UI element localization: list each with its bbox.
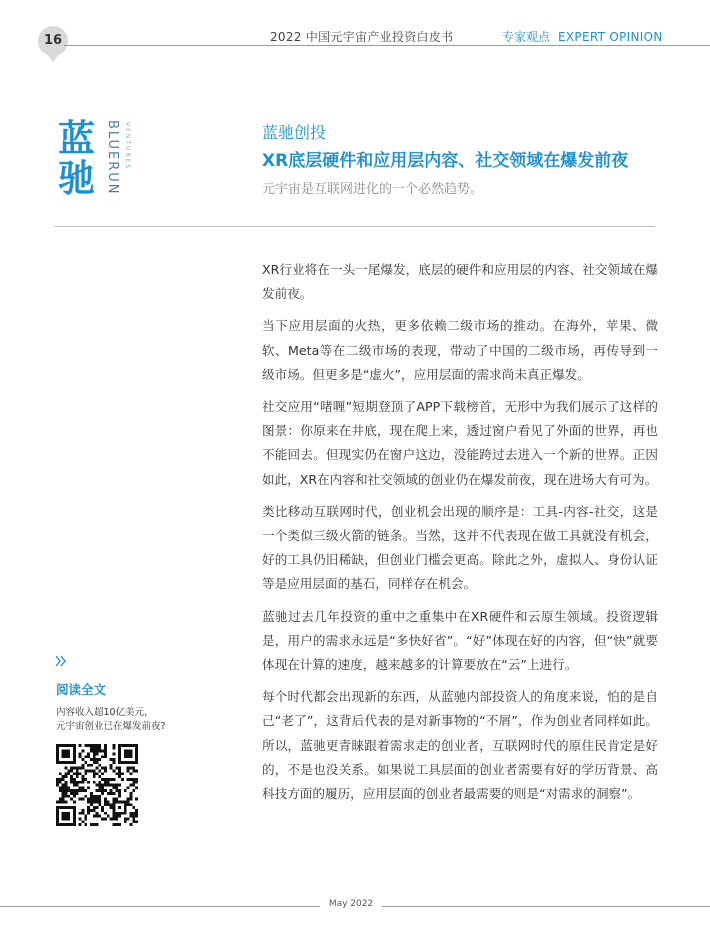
- paragraph: 蓝驰过去几年投资的重中之重集中在XR硬件和云原生领域。投资逻辑是，用户的需求永远是“多快好省”。“好”体现在好的内容，但“快”就要体现在计算的速度，越来越多的计算要放在“云”上进行。: [262, 608, 658, 673]
- section-tag: [502, 28, 663, 45]
- description-line-1: 内容收入超10亿美元，: [56, 707, 154, 718]
- read-full-link[interactable]: 阅读全文: [56, 682, 107, 697]
- description-line-2: 元宇宙创业已在爆发前夜?: [56, 721, 166, 732]
- paragraph: 每个时代都会出现新的东西，从蓝驰内部投资人的角度来说，怕的是自己“老了”，这背后代表的是对新事物的“不屑”，作为创业者同样如此。所以，蓝驰更青睐跟着需求走的创业者，互联网时代的原住民肯定是好的，不是也没关系。如果说工具层面的创业者需要有好的学历背景、高科技方面的履历，应用层面的创业者最需要的则是“对需求的洞察”。: [262, 689, 658, 802]
- paragraph: 类比移动互联网时代，创业机会出现的顺序是：工具-内容-社交，这是一个类似三级火箭的链条。当然，这并不代表现在做工具就没有机会，好的工具仍旧稀缺，但创业门槛会更高。除此之外，虚拟人、身份认证等是应用层面的基石，同样存在机会。: [262, 503, 658, 592]
- paragraph: 当下应用层面的火热，更多依赖二级市场的推动。在海外，苹果、微软、Meta等在二级市场的表现，带动了中国的二级市场，再传导到一级市场。但更多是“虚火”，应用层面的需求尚未真正爆发。: [262, 318, 658, 382]
- section-tag-en: EXPERT OPINION: [558, 30, 663, 44]
- read-full-description: [56, 706, 206, 734]
- article-subhead: 元宇宙是互联网进化的一个必然趋势。: [262, 182, 484, 197]
- bluerun-logo: [58, 118, 138, 208]
- article-headline: XR底层硬件和应用层内容、社交领域在爆发前夜: [262, 151, 629, 171]
- article-body: [262, 258, 658, 814]
- logo-cn-char-2: 驰: [58, 156, 95, 200]
- footer-rule-right: [382, 906, 710, 907]
- footer-date: May 2022: [328, 899, 374, 909]
- qr-code-icon[interactable]: [56, 744, 138, 826]
- footer-rule-left: [0, 906, 320, 907]
- header-rule: [64, 45, 710, 46]
- company-name: 蓝驰创投: [262, 123, 327, 142]
- document-title: 2022 中国元宇宙产业投资白皮书: [270, 30, 454, 44]
- logo-cn-char-1: 蓝: [58, 116, 95, 160]
- logo-chinese: [58, 118, 102, 198]
- section-tag-cn: 专家观点: [502, 30, 551, 44]
- page-number-badge: 16: [38, 26, 68, 56]
- page-badge-pointer: [46, 53, 60, 62]
- logo-english-sub: VENTURES: [124, 122, 131, 171]
- paragraph: 社交应用“啫喱”短期登顶了APP下载榜首，无形中为我们展示了这样的图景：你原来在井底，现在爬上来，透过窗户看见了外面的世界，再也不能回去。但现实仍在窗户这边，没能跨过去进入一个新的世界。正因如此，XR在内容和社交领域的创业仍在爆发前夜，现在进场大有可为。: [262, 399, 658, 487]
- double-chevron-right-icon: [54, 654, 68, 668]
- section-divider: [55, 226, 655, 227]
- paragraph: XR行业将在一头一尾爆发，底层的硬件和应用层的内容、社交领域在爆发前夜。: [262, 262, 658, 302]
- logo-english: BLUERUN: [105, 120, 120, 196]
